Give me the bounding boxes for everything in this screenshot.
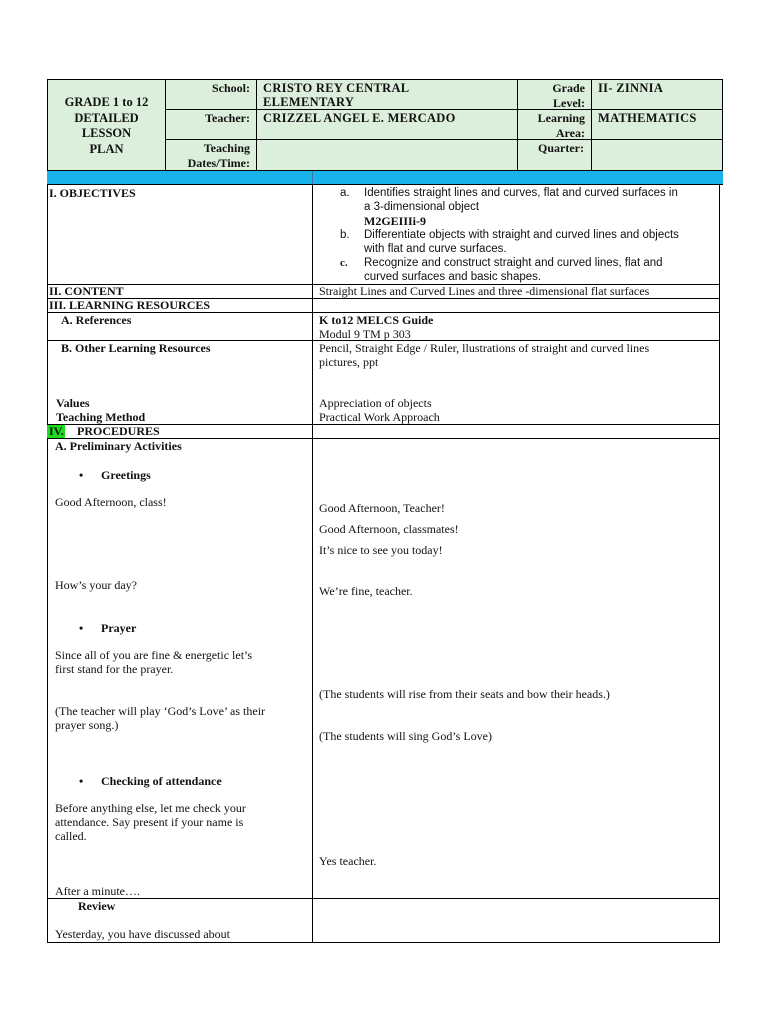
student-greeting-3: It’s nice to see you today! (319, 543, 443, 557)
yesterday-text: Yesterday, you have discussed about (55, 927, 230, 941)
objective-c: Recognize and construct straight and curved lines, flat and curved surfaces and basic shapes. (364, 257, 663, 283)
references-module: Modul 9 TM p 303 (319, 327, 411, 341)
prayer-heading: • Prayer (101, 621, 136, 635)
teaching-dates-label: Teaching Dates/Time: (187, 141, 250, 170)
procedures-heading: PROCEDURES (77, 424, 160, 438)
color-band (47, 171, 723, 184)
how-is-your-day: How’s your day? (55, 578, 137, 592)
content-heading: II. CONTENT (49, 284, 124, 298)
yes-teacher: Yes teacher. (319, 854, 377, 868)
objective-c-marker: c. (340, 257, 348, 269)
learning-area-value: MATHEMATICS (598, 111, 697, 125)
teaching-method-label: Teaching Method (56, 410, 146, 424)
grade-level-value: II- ZINNIA (598, 81, 664, 95)
attendance-heading: • Checking of attendance (101, 774, 222, 788)
prayer-instruction: Since all of you are fine & energetic let’s first stand for the prayer. (55, 648, 253, 676)
school-value: CRISTO REY CENTRAL ELEMENTARY (263, 81, 410, 109)
learning-area-label: Learning Area: (537, 111, 585, 140)
teacher-greeting: Good Afternoon, class! (55, 495, 167, 509)
other-resources-label: B. Other Learning Resources (61, 341, 211, 355)
greetings-heading: • Greetings (101, 468, 151, 482)
preliminary-activities: A. Preliminary Activities (55, 439, 182, 453)
teacher-label: Teacher: (205, 111, 250, 125)
review-heading: Review (78, 899, 116, 913)
other-resources-value: Pencil, Straight Edge / Ruler, llustrations of straight and curved lines pictures, ppt (319, 341, 650, 369)
values-value: Appreciation of objects (319, 396, 432, 410)
after-a-minute: After a minute…. (55, 884, 140, 898)
school-label: School: (211, 81, 250, 95)
student-greeting-2: Good Afternoon, classmates! (319, 522, 459, 536)
quarter-label: Quarter: (538, 141, 584, 155)
values-label: Values (56, 396, 90, 410)
student-greeting-1: Good Afternoon, Teacher! (319, 501, 445, 515)
lesson-plan-title: GRADE 1 to 12 DETAILED LESSON PLAN (64, 95, 149, 156)
attendance-instruction: Before anything else, let me check your attendance. Say present if your name is called. (55, 801, 246, 843)
objective-code: M2GEIIIi-9 (364, 214, 427, 228)
references-label: A. References (61, 313, 132, 327)
objective-a-marker: a. (340, 187, 350, 199)
students-rise: (The students will rise from their seats and bow their heads.) (319, 687, 610, 701)
objective-b: Differentiate objects with straight and curved lines and objects with flat and curve surfaces. (364, 229, 679, 255)
teaching-method-value: Practical Work Approach (319, 410, 440, 424)
resources-heading: III. LEARNING RESOURCES (49, 298, 211, 312)
students-sing: (The students will sing God’s Love) (319, 729, 492, 743)
grade-level-label: Grade Level: (552, 81, 585, 110)
objectives-heading: I. OBJECTIVES (49, 186, 136, 200)
procedures-number: IV. (49, 424, 64, 438)
teacher-value: CRIZZEL ANGEL E. MERCADO (263, 111, 456, 125)
content-value: Straight Lines and Curved Lines and three -dimensional flat surfaces (319, 284, 650, 298)
students-fine: We’re fine, teacher. (319, 584, 413, 598)
objective-b-marker: b. (340, 229, 350, 241)
teacher-play-song: (The teacher will play ‘God’s Love’ as their prayer song.) (55, 704, 266, 732)
references-guide: K to12 MELCS Guide (319, 313, 434, 327)
objective-a: Identifies straight lines and curves, flat and curved surfaces in a 3-dimensional object (364, 187, 678, 213)
